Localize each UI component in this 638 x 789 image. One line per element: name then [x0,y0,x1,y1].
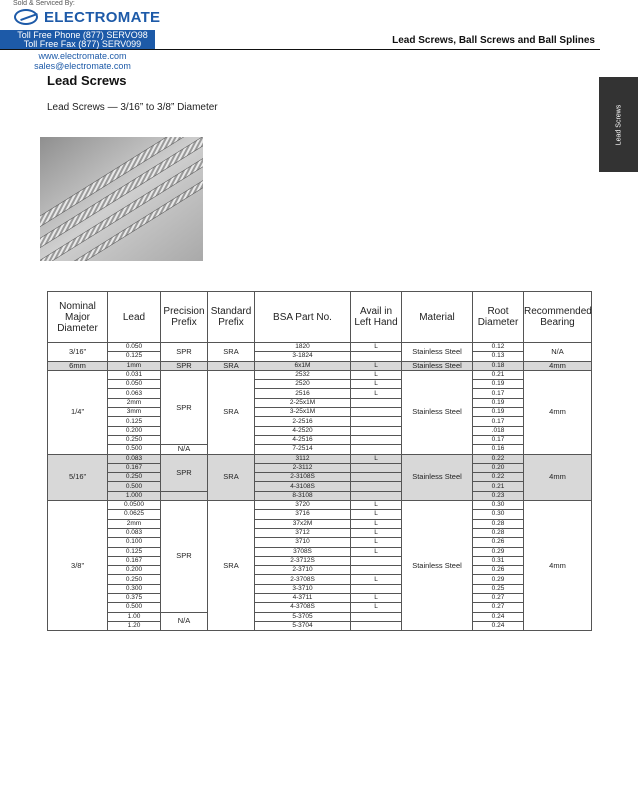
lead-cell: 0.250 [108,435,161,444]
precision-prefix-cell: SPR [161,501,208,613]
part-number-cell: 2-3708S [255,575,351,584]
part-number-cell: 3716 [255,510,351,519]
lead-cell: 0.167 [108,463,161,472]
part-number-cell: 2-25x1M [255,398,351,407]
root-diameter-cell: 0.21 [473,482,524,491]
lead-cell: 0.200 [108,426,161,435]
table-body [48,343,592,631]
table-row [48,584,592,593]
table-row [48,547,592,556]
part-number-cell: 3720 [255,501,351,510]
left-hand-cell [351,584,402,593]
lead-cell: 0.250 [108,473,161,482]
page-title: Lead Screws [47,73,127,88]
root-diameter-cell: 0.22 [473,454,524,463]
table-row [48,575,592,584]
lead-cell: 2mm [108,519,161,528]
lead-cell: 3mm [108,408,161,417]
part-number-cell: 2-3710 [255,566,351,575]
footer-rule [120,782,580,783]
lead-cell: 1.00 [108,612,161,621]
precision-prefix-cell: N/A [161,445,208,454]
lead-cell: 0.500 [108,603,161,612]
lead-cell: 0.063 [108,389,161,398]
diameter-cell: 6mm [48,361,108,370]
left-hand-cell: L [351,510,402,519]
part-number-cell: 37x2M [255,519,351,528]
root-diameter-cell: .018 [473,426,524,435]
left-hand-cell [351,417,402,426]
part-number-cell: 3112 [255,454,351,463]
part-number-cell: 2516 [255,389,351,398]
lead-cell: 0.167 [108,556,161,565]
bearing-cell: 4mm [524,501,592,631]
left-hand-cell [351,408,402,417]
column-header: BSA Part No. [255,292,351,343]
left-hand-cell [351,612,402,621]
lead-cell: 0.500 [108,482,161,491]
left-hand-cell [351,621,402,630]
root-diameter-cell: 0.28 [473,528,524,537]
column-header: Recommended Bearing [524,292,592,343]
left-hand-cell: L [351,538,402,547]
table-row [48,380,592,389]
lead-cell: 0.050 [108,343,161,352]
left-hand-cell: L [351,343,402,352]
root-diameter-cell: 0.29 [473,547,524,556]
column-header: Root Diameter [473,292,524,343]
table-row [48,510,592,519]
table-row [48,445,592,454]
table-row [48,491,592,500]
toll-free-phone: Toll Free Phone (877) SERVO98 [17,30,148,40]
lead-screw-spec-table [47,291,592,631]
precision-prefix-cell: SPR [161,454,208,491]
part-number-cell: 5-3704 [255,621,351,630]
lead-screws-photo [40,137,203,261]
root-diameter-cell: 0.24 [473,621,524,630]
table-row [48,482,592,491]
part-number-cell: 2520 [255,380,351,389]
column-header: Nominal Major Diameter [48,292,108,343]
table-row [48,594,592,603]
bearing-cell: 4mm [524,361,592,370]
side-tab-lead-screws [599,77,638,172]
left-hand-cell [351,482,402,491]
part-number-cell: 3-1824 [255,352,351,361]
root-diameter-cell: 0.13 [473,352,524,361]
precision-prefix-cell [161,491,208,500]
standard-prefix-cell: SRA [208,343,255,362]
column-header: Standard Prefix [208,292,255,343]
root-diameter-cell: 0.26 [473,566,524,575]
precision-prefix-cell: N/A [161,612,208,631]
table-row [48,361,592,370]
table-row [48,519,592,528]
lead-cell: 0.031 [108,370,161,379]
logo-swoosh-icon [14,9,38,25]
electromate-logo [14,8,160,26]
lead-cell: 0.125 [108,352,161,361]
root-diameter-cell: 0.24 [473,612,524,621]
precision-prefix-cell: SPR [161,343,208,362]
lead-cell: 0.375 [108,594,161,603]
lead-cell: 0.125 [108,417,161,426]
column-header: Material [402,292,473,343]
left-hand-cell: L [351,519,402,528]
section-title: Lead Screws, Ball Screws and Ball Splines [392,35,595,46]
root-diameter-cell: 0.25 [473,584,524,593]
header-divider [0,49,600,50]
left-hand-cell: L [351,575,402,584]
left-hand-cell [351,491,402,500]
part-number-cell: 4-2520 [255,426,351,435]
left-hand-cell: L [351,528,402,537]
material-cell: Stainless Steel [402,370,473,454]
table-row [48,417,592,426]
root-diameter-cell: 0.29 [473,575,524,584]
brand-name: ELECTROMATE [44,8,161,26]
material-cell: Stainless Steel [402,501,473,631]
lead-cell: 0.0625 [108,510,161,519]
part-number-cell: 4-3108S [255,482,351,491]
part-number-cell: 2-3108S [255,473,351,482]
root-diameter-cell: 0.28 [473,519,524,528]
root-diameter-cell: 0.19 [473,398,524,407]
left-hand-cell: L [351,380,402,389]
left-hand-cell: L [351,370,402,379]
material-cell: Stainless Steel [402,454,473,500]
table-row [48,612,592,621]
diameter-cell: 1/4” [48,370,108,454]
email-link[interactable]: sales@electromate.com [34,61,131,71]
part-number-cell: 3710 [255,538,351,547]
part-number-cell: 5-3705 [255,612,351,621]
part-number-cell: 4-3711 [255,594,351,603]
precision-prefix-cell: SPR [161,361,208,370]
table-row [48,621,592,630]
left-hand-cell [351,566,402,575]
part-number-cell: 3708S [255,547,351,556]
table-row [48,398,592,407]
table-header-row [48,292,592,343]
root-diameter-cell: 0.16 [473,445,524,454]
left-hand-cell [351,445,402,454]
page-subtitle: Lead Screws — 3/16” to 3/8” Diameter [47,102,218,113]
standard-prefix-cell: SRA [208,361,255,370]
left-hand-cell: L [351,594,402,603]
lead-cell: 0.100 [108,538,161,547]
table-row [48,435,592,444]
left-hand-cell: L [351,501,402,510]
part-number-cell: 4-2516 [255,435,351,444]
root-diameter-cell: 0.19 [473,408,524,417]
lead-cell: 0.200 [108,566,161,575]
column-header: Lead [108,292,161,343]
root-diameter-cell: 0.27 [473,603,524,612]
left-hand-cell: L [351,361,402,370]
bearing-cell: 4mm [524,370,592,454]
left-hand-cell [351,398,402,407]
root-diameter-cell: 0.26 [473,538,524,547]
table-row [48,473,592,482]
table-row [48,408,592,417]
lead-cell: 0.083 [108,528,161,537]
part-number-cell: 4-3708S [255,603,351,612]
website-link[interactable]: www.electromate.com [38,51,127,61]
material-cell: Stainless Steel [402,343,473,362]
lead-cell: 0.125 [108,547,161,556]
side-tab-label: Lead Screws [615,104,622,145]
part-number-cell: 2-2516 [255,417,351,426]
table-row [48,566,592,575]
left-hand-cell: L [351,547,402,556]
left-hand-cell [351,435,402,444]
lead-cell: 0.083 [108,454,161,463]
part-number-cell: 3-25x1M [255,408,351,417]
table-row [48,343,592,352]
root-diameter-cell: 0.19 [473,380,524,389]
root-diameter-cell: 0.17 [473,389,524,398]
material-cell: Stainless Steel [402,361,473,370]
root-diameter-cell: 0.20 [473,463,524,472]
lead-cell: 0.0500 [108,501,161,510]
root-diameter-cell: 0.22 [473,473,524,482]
lead-cell: 0.050 [108,380,161,389]
root-diameter-cell: 0.30 [473,501,524,510]
toll-free-fax: Toll Free Fax (877) SERV099 [23,39,142,49]
column-header: Precision Prefix [161,292,208,343]
bearing-cell: N/A [524,343,592,362]
precision-prefix-cell: SPR [161,370,208,444]
left-hand-cell [351,352,402,361]
left-hand-cell [351,463,402,472]
bearing-cell: 4mm [524,454,592,500]
left-hand-cell: L [351,389,402,398]
table-row [48,370,592,379]
part-number-cell: 7-2514 [255,445,351,454]
standard-prefix-cell: SRA [208,454,255,500]
root-diameter-cell: 0.17 [473,435,524,444]
standard-prefix-cell: SRA [208,501,255,631]
part-number-cell: 3-3710 [255,584,351,593]
column-header: Avail in Left Hand [351,292,402,343]
lead-cell: 1.000 [108,491,161,500]
part-number-cell: 2-3712S [255,556,351,565]
table-row [48,352,592,361]
root-diameter-cell: 0.27 [473,594,524,603]
lead-cell: 1.20 [108,621,161,630]
diameter-cell: 5/16” [48,454,108,500]
diameter-cell: 3/8” [48,501,108,631]
lead-cell: 2mm [108,398,161,407]
diameter-cell: 3/16” [48,343,108,362]
table-row [48,603,592,612]
lead-cell: 0.500 [108,445,161,454]
table-row [48,426,592,435]
part-number-cell: 1820 [255,343,351,352]
table-row [48,538,592,547]
lead-cell: 0.250 [108,575,161,584]
left-hand-cell [351,426,402,435]
left-hand-cell [351,556,402,565]
part-number-cell: 2-3112 [255,463,351,472]
table-row [48,454,592,463]
sold-by-label: Sold & Serviced By: [13,0,75,7]
table-row [48,528,592,537]
root-diameter-cell: 0.17 [473,417,524,426]
part-number-cell: 3712 [255,528,351,537]
root-diameter-cell: 0.31 [473,556,524,565]
root-diameter-cell: 0.21 [473,370,524,379]
table-row [48,463,592,472]
part-number-cell: 8-3108 [255,491,351,500]
left-hand-cell: L [351,603,402,612]
root-diameter-cell: 0.12 [473,343,524,352]
left-hand-cell: L [351,454,402,463]
part-number-cell: 2532 [255,370,351,379]
lead-cell: 0.300 [108,584,161,593]
standard-prefix-cell: SRA [208,370,255,454]
root-diameter-cell: 0.23 [473,491,524,500]
table-row [48,501,592,510]
root-diameter-cell: 0.18 [473,361,524,370]
table-row [48,556,592,565]
part-number-cell: 6x1M [255,361,351,370]
lead-cell: 1mm [108,361,161,370]
table-row [48,389,592,398]
root-diameter-cell: 0.30 [473,510,524,519]
left-hand-cell [351,473,402,482]
